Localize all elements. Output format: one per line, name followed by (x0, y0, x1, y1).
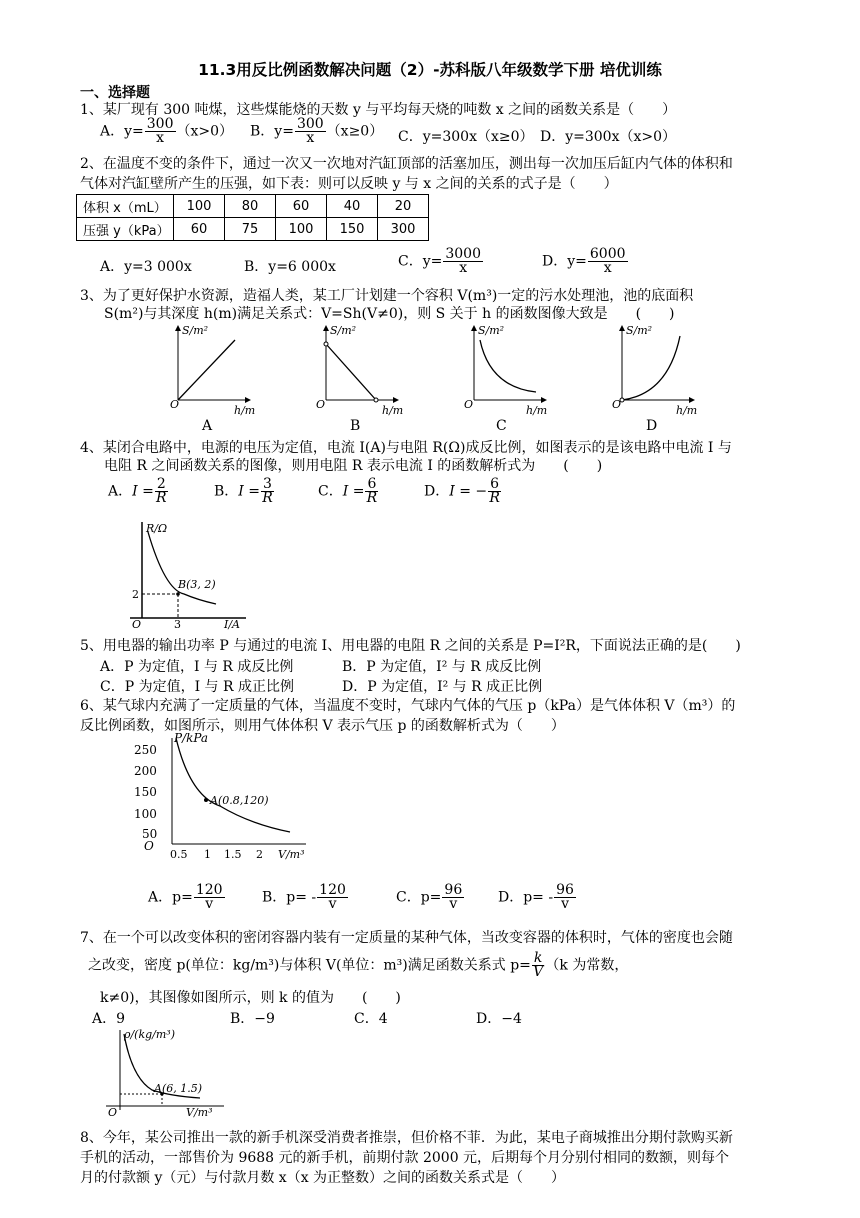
table-row (77, 218, 429, 241)
q3-stem-line2: S(m²)与其深度 h(m)满足关系式：V=Sh(V≠0)，则 S 关于 h 的函数图像大致是 ( ) (104, 306, 675, 322)
q2-stem-line1: 2、在温度不变的条件下，通过一次又一次地对汽缸顶部的活塞加压，测出每一次加压后缸内气体的体积和 (80, 156, 733, 172)
q5-option-d[interactable]: D．P 为定值，I² 与 R 成正比例 (342, 679, 543, 695)
section-heading: 一、选择题 (80, 85, 150, 101)
q6-option-b[interactable]: B．p= - $\frac{120}{v}$ (262, 882, 346, 912)
q2-option-c[interactable]: C．y= $\frac{3000}{x}$ (398, 246, 481, 276)
table-cell: 20 (378, 195, 429, 218)
table-cell: 300 (378, 218, 429, 241)
table-cell: 压强 y（kPa） (77, 218, 174, 241)
q7-stem-line2: 之改变，密度 p(单位：kg/m³)与体积 V(单位：m³)满足函数关系式 p= $\frac{k}{V}$ （k 为常数， (88, 950, 629, 980)
svg-text:A(0.8,120): A(0.8,120) (210, 794, 269, 807)
svg-text:R/Ω: R/Ω (146, 522, 168, 535)
table-cell: 100 (174, 195, 225, 218)
q4-stem-line1: 4、某闭合电路中，电源的电压为定值，电流 I(A)与电阻 R(Ω)成反比例，如图表示的是该电路中电流 I 与 (80, 440, 732, 456)
table-cell: 150 (327, 218, 378, 241)
svg-text:50: 50 (142, 827, 158, 841)
table-cell: 60 (174, 218, 225, 241)
q7-graph (100, 1026, 230, 1118)
table-cell: 体积 x（mL） (77, 195, 174, 218)
q4-option-a[interactable]: A．I = $\frac{2}{R}$ (108, 476, 167, 506)
q3-graph-a[interactable] (170, 324, 255, 434)
svg-text:P/kPa: P/kPa (174, 732, 209, 745)
svg-text:O: O (108, 1106, 118, 1118)
svg-text:O: O (612, 398, 622, 411)
q3-graphs (150, 322, 710, 434)
q7-option-d[interactable]: D．−4 (476, 1011, 522, 1027)
svg-text:1: 1 (204, 848, 211, 860)
q3-graph-c[interactable] (464, 324, 547, 434)
svg-text:150: 150 (134, 785, 157, 799)
table-cell: 100 (276, 218, 327, 241)
svg-text:h/m: h/m (382, 404, 404, 417)
svg-text:S/m²: S/m² (330, 324, 357, 337)
q1-option-b[interactable]: B．y= $\frac{300}{x}$ （x≥0） (250, 116, 384, 146)
q1-option-c[interactable]: C．y=300x（x≥0） (398, 129, 534, 145)
svg-text:A: A (202, 418, 213, 434)
q6-option-a[interactable]: A．p= $\frac{120}{v}$ (148, 882, 223, 912)
table-row (77, 195, 429, 218)
svg-text:0.5: 0.5 (170, 848, 188, 860)
q7-option-c[interactable]: C．4 (354, 1011, 388, 1027)
svg-text:1.5: 1.5 (224, 848, 242, 860)
svg-text:O: O (170, 398, 180, 411)
svg-text:D: D (646, 418, 658, 434)
q1-stem: 1、某厂现有 300 吨煤，这些煤能烧的天数 y 与平均每天烧的吨数 x 之间的函数关系是（ ） (80, 102, 677, 118)
svg-text:200: 200 (134, 764, 157, 778)
q2-option-d[interactable]: D．y= $\frac{6000}{x}$ (542, 246, 626, 276)
table-cell: 75 (225, 218, 276, 241)
svg-text:S/m²: S/m² (478, 324, 505, 337)
svg-text:O: O (132, 618, 142, 630)
q6-stem-line2: 反比例函数，如图所示，则用气体体积 V 表示气压 p 的函数解析式为（ ） (80, 718, 565, 734)
q5-option-b[interactable]: B．P 为定值，I² 与 R 成反比例 (342, 659, 542, 675)
svg-text:O: O (144, 839, 154, 853)
q6-graph (130, 732, 320, 860)
q5-option-c[interactable]: C．P 为定值，I 与 R 成正比例 (100, 679, 295, 695)
q5-option-a[interactable]: A．P 为定值，I 与 R 成反比例 (100, 659, 294, 675)
q1-option-a[interactable]: A．y= $\frac{300}{x}$ （x>0） (100, 116, 234, 146)
q5-stem: 5、用电器的输出功率 P 与通过的电流 I、用电器的电阻 R 之间的关系是 P=I²R，下面说法正确的是( ) (80, 638, 741, 654)
q4-option-b[interactable]: B．I = $\frac{3}{R}$ (214, 476, 273, 506)
svg-text:B: B (350, 418, 361, 434)
q6-option-c[interactable]: C．p= $\frac{96}{v}$ (396, 882, 463, 912)
svg-text:100: 100 (134, 807, 157, 821)
q3-graph-b[interactable] (316, 324, 403, 434)
q3-stem-line1: 3、为了更好保护水资源，造福人类，某工厂计划建一个容积 V(m³)一定的污水处理池，池的底面积 (80, 288, 694, 304)
svg-text:O: O (316, 398, 326, 411)
svg-text:2: 2 (256, 848, 263, 860)
q7-option-b[interactable]: B．−9 (230, 1011, 275, 1027)
svg-text:h/m: h/m (526, 404, 548, 417)
svg-text:C: C (496, 418, 507, 434)
svg-text:I/A: I/A (224, 618, 240, 630)
q7-stem-line1: 7、在一个可以改变体积的密闭容器内装有一定质量的某种气体，当改变容器的体积时，气体的密度也会随 (80, 930, 733, 946)
svg-text:B(3, 2): B(3, 2) (178, 578, 216, 591)
table-cell: 40 (327, 195, 378, 218)
q4-stem-line2: 电阻 R 之间函数关系的图像，则用电阻 R 表示电流 I 的函数解析式为 ( ) (104, 458, 603, 474)
q7-stem-line3: k≠0)，其图像如图所示，则 k 的值为 ( ) (100, 990, 401, 1006)
q8-stem-line1: 8、今年，某公司推出一款的新手机深受消费者推崇，但价格不菲．为此，某电子商城推出分期付款购买新 (80, 1130, 733, 1146)
q2-option-b[interactable]: B．y=6 000x (244, 259, 336, 275)
q6-option-d[interactable]: D．p= - $\frac{96}{v}$ (498, 882, 574, 912)
svg-text:S/m²: S/m² (182, 324, 209, 337)
svg-text:h/m: h/m (676, 404, 698, 417)
q3-graph-d[interactable] (612, 324, 697, 434)
svg-text:S/m²: S/m² (626, 324, 653, 337)
q4-option-c[interactable]: C．I = $\frac{6}{R}$ (318, 476, 378, 506)
q8-stem-line2: 手机的活动，一部售价为 9688 元的新手机，前期付款 2000 元，后期每个月分别付相同的数额，则每个 (80, 1150, 730, 1166)
svg-text:O: O (464, 398, 474, 411)
svg-text:3: 3 (174, 618, 181, 630)
svg-text:V/m³: V/m³ (278, 848, 305, 860)
svg-text:A(6, 1.5): A(6, 1.5) (154, 1082, 203, 1095)
q4-option-d[interactable]: D．I = − $\frac{6}{R}$ (424, 476, 500, 506)
table-cell: 80 (225, 195, 276, 218)
q4-graph (120, 518, 250, 630)
svg-text:h/m: h/m (234, 404, 256, 417)
svg-text:V/m³: V/m³ (186, 1106, 213, 1118)
q1-option-d[interactable]: D．y=300x（x>0） (540, 129, 677, 145)
q6-stem-line1: 6、某气球内充满了一定质量的气体，当温度不变时，气球内气体的气压 p（kPa）是气体体积 V（m³）的 (80, 698, 736, 714)
table-cell: 60 (276, 195, 327, 218)
svg-text:250: 250 (134, 743, 157, 757)
q7-option-a[interactable]: A．9 (92, 1011, 126, 1027)
q2-option-a[interactable]: A．y=3 000x (100, 259, 192, 275)
q2-stem-line2: 气体对汽缸壁所产生的压强，如下表：则可以反映 y 与 x 之间的关系的式子是（ ） (80, 176, 618, 192)
page-title: 11.3用反比例函数解决问题（2）-苏科版八年级数学下册 培优训练 (198, 61, 662, 79)
svg-text:ρ/(kg/m³): ρ/(kg/m³) (124, 1028, 176, 1041)
q2-table (76, 194, 429, 241)
q8-stem-line3: 月的付款额 y（元）与付款月数 x（x 为正整数）之间的函数关系式是（ ） (80, 1170, 566, 1186)
svg-text:2: 2 (132, 588, 139, 601)
